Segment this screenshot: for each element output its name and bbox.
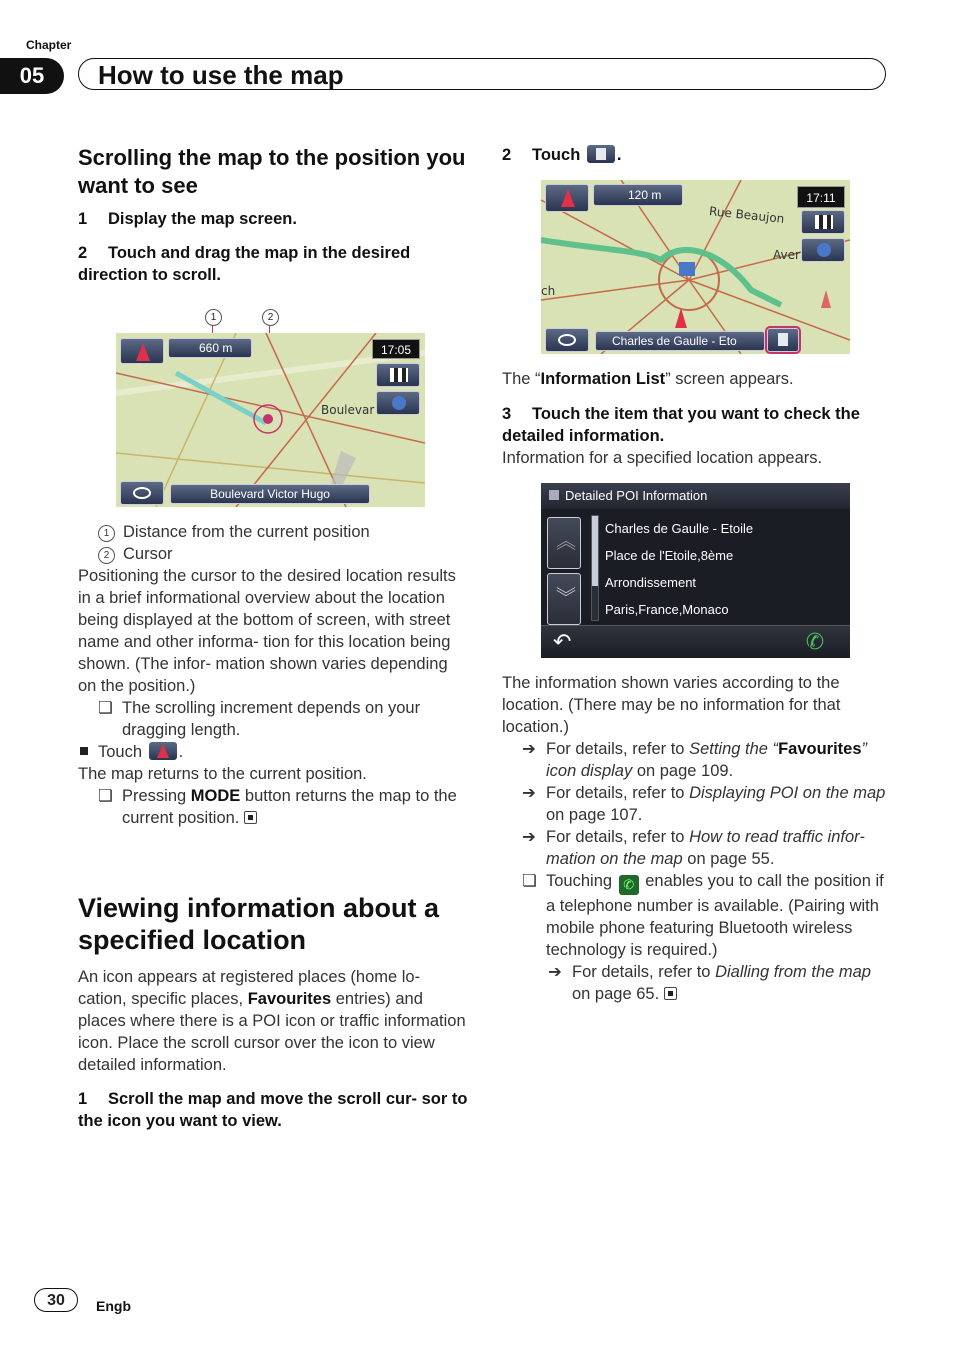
chapter-title: How to use the map [98,60,344,90]
poi-item-name: Charles de Gaulle - Etoile [605,521,754,536]
reference-dialling: ➔ For details, refer to Dialling from the map on page 65. [548,963,871,1003]
poi-info-list [605,515,835,623]
back-button[interactable] [553,628,613,656]
street-partial: ch [541,284,556,298]
scroll-up-button[interactable] [547,517,581,569]
map-screen-1 [116,333,425,507]
list-icon [596,148,606,160]
magnifier-icon [133,487,151,499]
step-touch-info: 2 Touch . [502,146,622,164]
chapter-label: Chapter [26,38,72,52]
double-chevron-up-icon: ︽ [556,531,576,553]
info-pin-icon [817,243,831,257]
info-button-2[interactable] [801,238,845,262]
info-button[interactable] [376,391,420,415]
section-title-viewing-info: Viewing information about a specified location [78,893,440,955]
step-2: 2 Touch and drag the map in the desired direction to scroll. [78,244,411,284]
reference-favourites: ➔ For details, refer to Setting the “Favourites” icon display on page 109. [522,740,868,780]
left-column [78,144,468,286]
end-mark-icon [244,811,257,824]
legend-2: 2 Cursor [78,543,468,565]
note-mode-button: ❏ Pressing MODE button returns the map to the current position. [98,787,457,827]
page-language: Engb [96,1298,131,1314]
paragraph-info-list-appears: The “Information List” screen appears. [502,370,794,388]
note-scroll-increment: ❏ The scrolling increment depends on your dragging length. [98,699,421,739]
step-touch-item: 3 Touch the item that you want to check the detailed information. [502,405,860,445]
end-mark-icon [664,987,677,1000]
destination-flag-button-2[interactable] [801,210,845,234]
paragraph-info-varies: The information shown varies according to the location. (There may be no information for that location.) [502,674,841,736]
step-scroll-cursor: 1 Scroll the map and move the scroll cur- sor to the icon you want to view. [78,1090,468,1130]
bullet-icon [80,747,88,755]
callout-1: 1 [205,308,230,326]
page-number: 30 [34,1288,78,1312]
current-position-icon [149,742,177,760]
menu-button[interactable] [120,481,164,505]
right-column-refs [502,672,892,1005]
right-column-body [502,368,892,469]
paragraph-info-appears: Information for a specified location appears. [502,449,823,467]
clock-display: 17:05 [372,339,420,359]
distance-display-2: 120 m [593,184,683,206]
call-button[interactable] [785,628,845,656]
map-street-label: Boulevar [321,403,375,417]
bullet-touch: Touch . [78,741,468,763]
note-touching-phone: ❏ Touching ✆ enables you to call the position if a telephone number is available. (Pairing with mobile phone featuring Bluetooth wireless technology is required.) [522,872,884,959]
street-rue-beaujon: Rue Beaujon [708,204,785,226]
scrollbar-thumb[interactable] [592,516,598,586]
left-column-section2 [78,892,468,1132]
poi-title: Detailed POI Information [565,488,708,503]
section-title-scrolling: Scrolling the map to the position you want to see [78,145,466,198]
poi-item-address: Place de l'Etoile,8ème [605,548,734,563]
poi-title-bar [541,483,850,509]
poi-bottom-bar [541,625,850,658]
step-1: 1 Display the map screen. [78,210,297,228]
paragraph-icon-appears: An icon appears at registered places (home lo- cation, specific places, Favourites entries) and places where there is a POI icon or traffic information icon. Place the scroll cursor over the icon to view detailed information. [78,968,466,1074]
checkered-flag-icon [815,215,833,229]
callout-2: 2 [262,308,287,326]
paragraph-cursor-overview: Positioning the cursor to the desired location results in a brief informational overview about the location being displayed at the bottom of screen, with street name and other informa- tion for this location being shown. (The infor- mation shown varies depending on the position.) [78,567,456,695]
scrollbar[interactable] [591,515,599,621]
poi-item-district: Arrondissement [605,575,697,590]
street-name-bar-2: Charles de Gaulle - Eto [595,331,765,351]
information-list-icon [587,145,615,163]
north-arrow-icon [561,189,575,207]
north-arrow-icon [157,744,169,758]
phone-icon: ✆ [619,875,639,895]
double-chevron-down-icon: ︾ [556,587,576,609]
legend-1: 1 Distance from the current position [78,521,468,543]
poi-title-icon [549,490,559,500]
right-column [502,144,892,166]
menu-button-2[interactable] [545,328,589,352]
reference-poi: ➔ For details, refer to Displaying POI on the map on page 107. [522,784,886,824]
north-arrow-icon [136,343,150,361]
phone-icon: ✆ [805,629,825,654]
street-name-bar: Boulevard Victor Hugo [170,484,370,504]
street-avenue: Aver [773,248,800,262]
info-pin-icon [392,396,406,410]
checkered-flag-icon [390,368,408,382]
distance-display: 660 m [168,338,252,358]
paragraph-map-returns: The map returns to the current position. [78,765,367,783]
chapter-number: 05 [0,58,64,94]
clock-display-2: 17:11 [797,186,845,208]
destination-flag-button[interactable] [376,363,420,387]
poi-screen [541,483,850,658]
current-position-button-2[interactable] [545,184,589,212]
poi-item-region: Paris,France,Monaco [605,602,729,617]
back-arrow-icon: ↶ [553,629,572,654]
magnifier-icon [558,334,576,346]
information-list-button[interactable] [767,328,799,352]
scroll-down-button[interactable] [547,573,581,625]
reference-traffic: ➔ For details, refer to How to read traffic infor- mation on the map on page 55. [522,828,865,868]
left-column-body [78,521,468,829]
map-screen-2 [541,180,850,354]
current-position-button[interactable] [120,338,164,364]
list-icon [778,333,788,346]
